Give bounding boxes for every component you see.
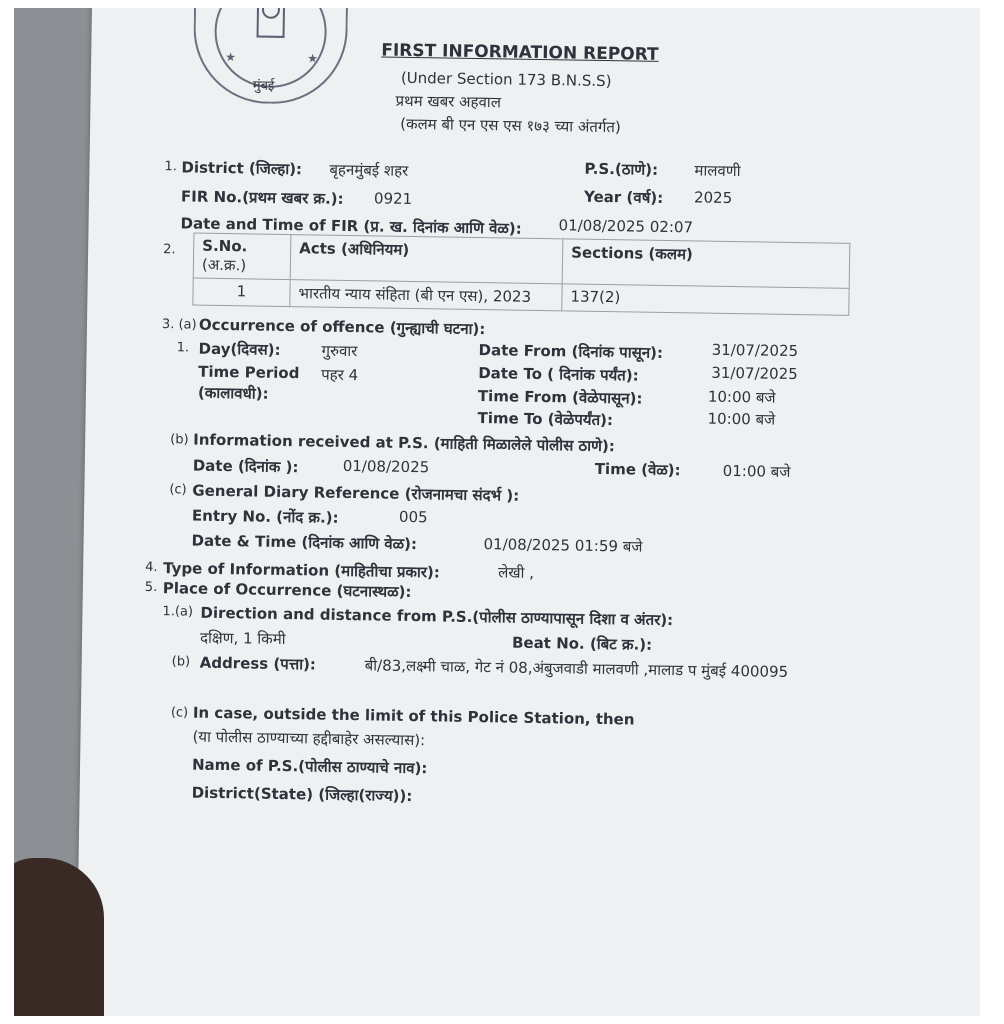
district-label: District (जिल्हा):: [181, 158, 303, 179]
fir-datetime-value: 01/08/2025 02:07: [558, 216, 694, 237]
year-value: 2025: [693, 188, 733, 207]
direction-value: दक्षिण, 1 किमी: [199, 628, 286, 649]
svg-text:★: ★: [225, 50, 237, 65]
ps-name-label: Name of P.S.(पोलीस ठाण्याचे नाव):: [191, 755, 428, 778]
occurrence-sub-number: 1.: [176, 340, 190, 356]
outside-limit-heading-mr: (या पोलीस ठाण्याच्या हद्दीबाहेर असल्यास):: [192, 727, 426, 750]
time-to-value: 10:00 बजे: [707, 409, 776, 429]
address-value: बी/83,लक्ष्मी चाळ, गेट नं 08,अंबुजवाडी मालवणी ,मालाड प मुंबई 400095: [364, 656, 789, 681]
svg-text:★: ★: [307, 51, 319, 66]
info-date-label: Date (दिनांक ):: [192, 456, 299, 477]
day-value: गुरुवार: [321, 341, 358, 361]
acts-table: [192, 233, 850, 316]
info-sub-number: (b): [170, 432, 189, 448]
report-subtitle-mr2: (कलम बी एन एस एस १७३ च्या अंतर्गत): [400, 114, 621, 137]
acts-header: Acts (अधिनियम): [290, 235, 563, 284]
ps-value: मालवणी: [694, 161, 741, 181]
beat-no-label: Beat No. (बिट क्र.):: [511, 633, 653, 654]
report-title: FIRST INFORMATION REPORT: [381, 40, 659, 65]
row-sno: 1: [193, 278, 290, 307]
address-label: Address (पत्ता):: [199, 653, 317, 674]
report-subtitle-mr: प्रथम खबर अहवाल: [395, 91, 502, 112]
time-from-label: Time From (वेळेपासून):: [477, 387, 643, 408]
district-state-label: District(State) (जिल्हा(राज्य)):: [191, 783, 413, 806]
photo-frame: [14, 8, 980, 1016]
direction-sub-number: 1.(a): [162, 604, 194, 620]
info-date-value: 01/08/2025: [342, 456, 430, 477]
info-type-value: लेखी ,: [497, 563, 535, 582]
gd-reference-heading: General Diary Reference (रोजनामचा संदर्भ ):: [192, 481, 520, 505]
time-from-value: 10:00 बजे: [707, 387, 776, 407]
address-sub-number: (b): [171, 654, 191, 670]
fir-document: [76, 8, 980, 1016]
section5-number: 5.: [144, 579, 158, 596]
time-period-label-mr: (कालावधी):: [197, 383, 269, 403]
year-label: Year (वर्ष):: [583, 187, 664, 207]
date-to-label: Date To ( दिनांक पर्यंत):: [478, 364, 639, 385]
date-from-value: 31/07/2025: [711, 340, 799, 361]
gd-datetime-label: Date & Time (दिनांक आणि वेळ):: [191, 531, 418, 554]
entry-no-label: Entry No. (नोंद क्र.):: [191, 506, 339, 527]
fir-datetime-label: Date and Time of FIR (प्र. ख. दिनांक आणि वेळ):: [180, 214, 522, 238]
section4-number: 4.: [145, 559, 158, 576]
info-type-label: Type of Information (माहितीचा प्रकार):: [163, 559, 441, 582]
section1-number: 1.: [164, 159, 177, 175]
time-to-label: Time To (वेळेपर्यंत):: [477, 409, 614, 430]
fir-no-label: FIR No.(प्रथम खबर क्र.):: [180, 187, 344, 208]
direction-label: Direction and distance from P.S.(पोलीस ठाण्यापासून दिशा व अंतर):: [200, 603, 674, 630]
info-time-label: Time (वेळ):: [594, 459, 681, 480]
outside-sub-number: (c): [170, 705, 189, 721]
ps-label: P.S.(ठाणे):: [584, 159, 659, 179]
section3-number: 3. (a): [161, 317, 197, 333]
sno-header: S.No. (अ.क्र.): [193, 233, 291, 280]
occurrence-heading: Occurrence of offence (गुन्ह्याची घटना):: [198, 315, 486, 339]
outside-limit-heading: In case, outside the limit of this Police Station, then: [192, 703, 635, 729]
info-received-heading: Information received at P.S. (माहिती मिळालेले पोलीस ठाणे):: [193, 430, 615, 456]
entry-no-value: 005: [398, 507, 428, 527]
police-emblem: [192, 8, 348, 105]
hand-holding-paper: [14, 858, 104, 1016]
report-subtitle-en: (Under Section 173 B.N.S.S): [400, 68, 612, 91]
section2-number: 2.: [163, 242, 176, 258]
sections-header: Sections (कलम): [562, 239, 850, 289]
date-to-value: 31/07/2025: [711, 363, 798, 384]
emblem-city: मुंबई: [252, 78, 275, 94]
time-period-label: Time Period: [198, 362, 300, 383]
row-section: 137(2): [562, 284, 849, 316]
fir-no-value: 0921: [373, 189, 413, 208]
day-label: Day(दिवस):: [198, 339, 281, 359]
gd-datetime-value: 01/08/2025 01:59 बजे: [483, 535, 643, 556]
district-value: बृहनमुंबई शहर: [329, 160, 409, 180]
gd-sub-number: (c): [169, 482, 187, 498]
date-from-label: Date From (दिनांक पासून):: [478, 341, 664, 362]
place-occurrence-label: Place of Occurrence (घटनास्थळ):: [162, 579, 412, 602]
time-period-value: पहर 4: [321, 365, 359, 385]
info-time-value: 01:00 बजे: [722, 461, 791, 481]
row-act: भारतीय न्याय संहिता (बी एन एस), 2023: [290, 280, 562, 311]
